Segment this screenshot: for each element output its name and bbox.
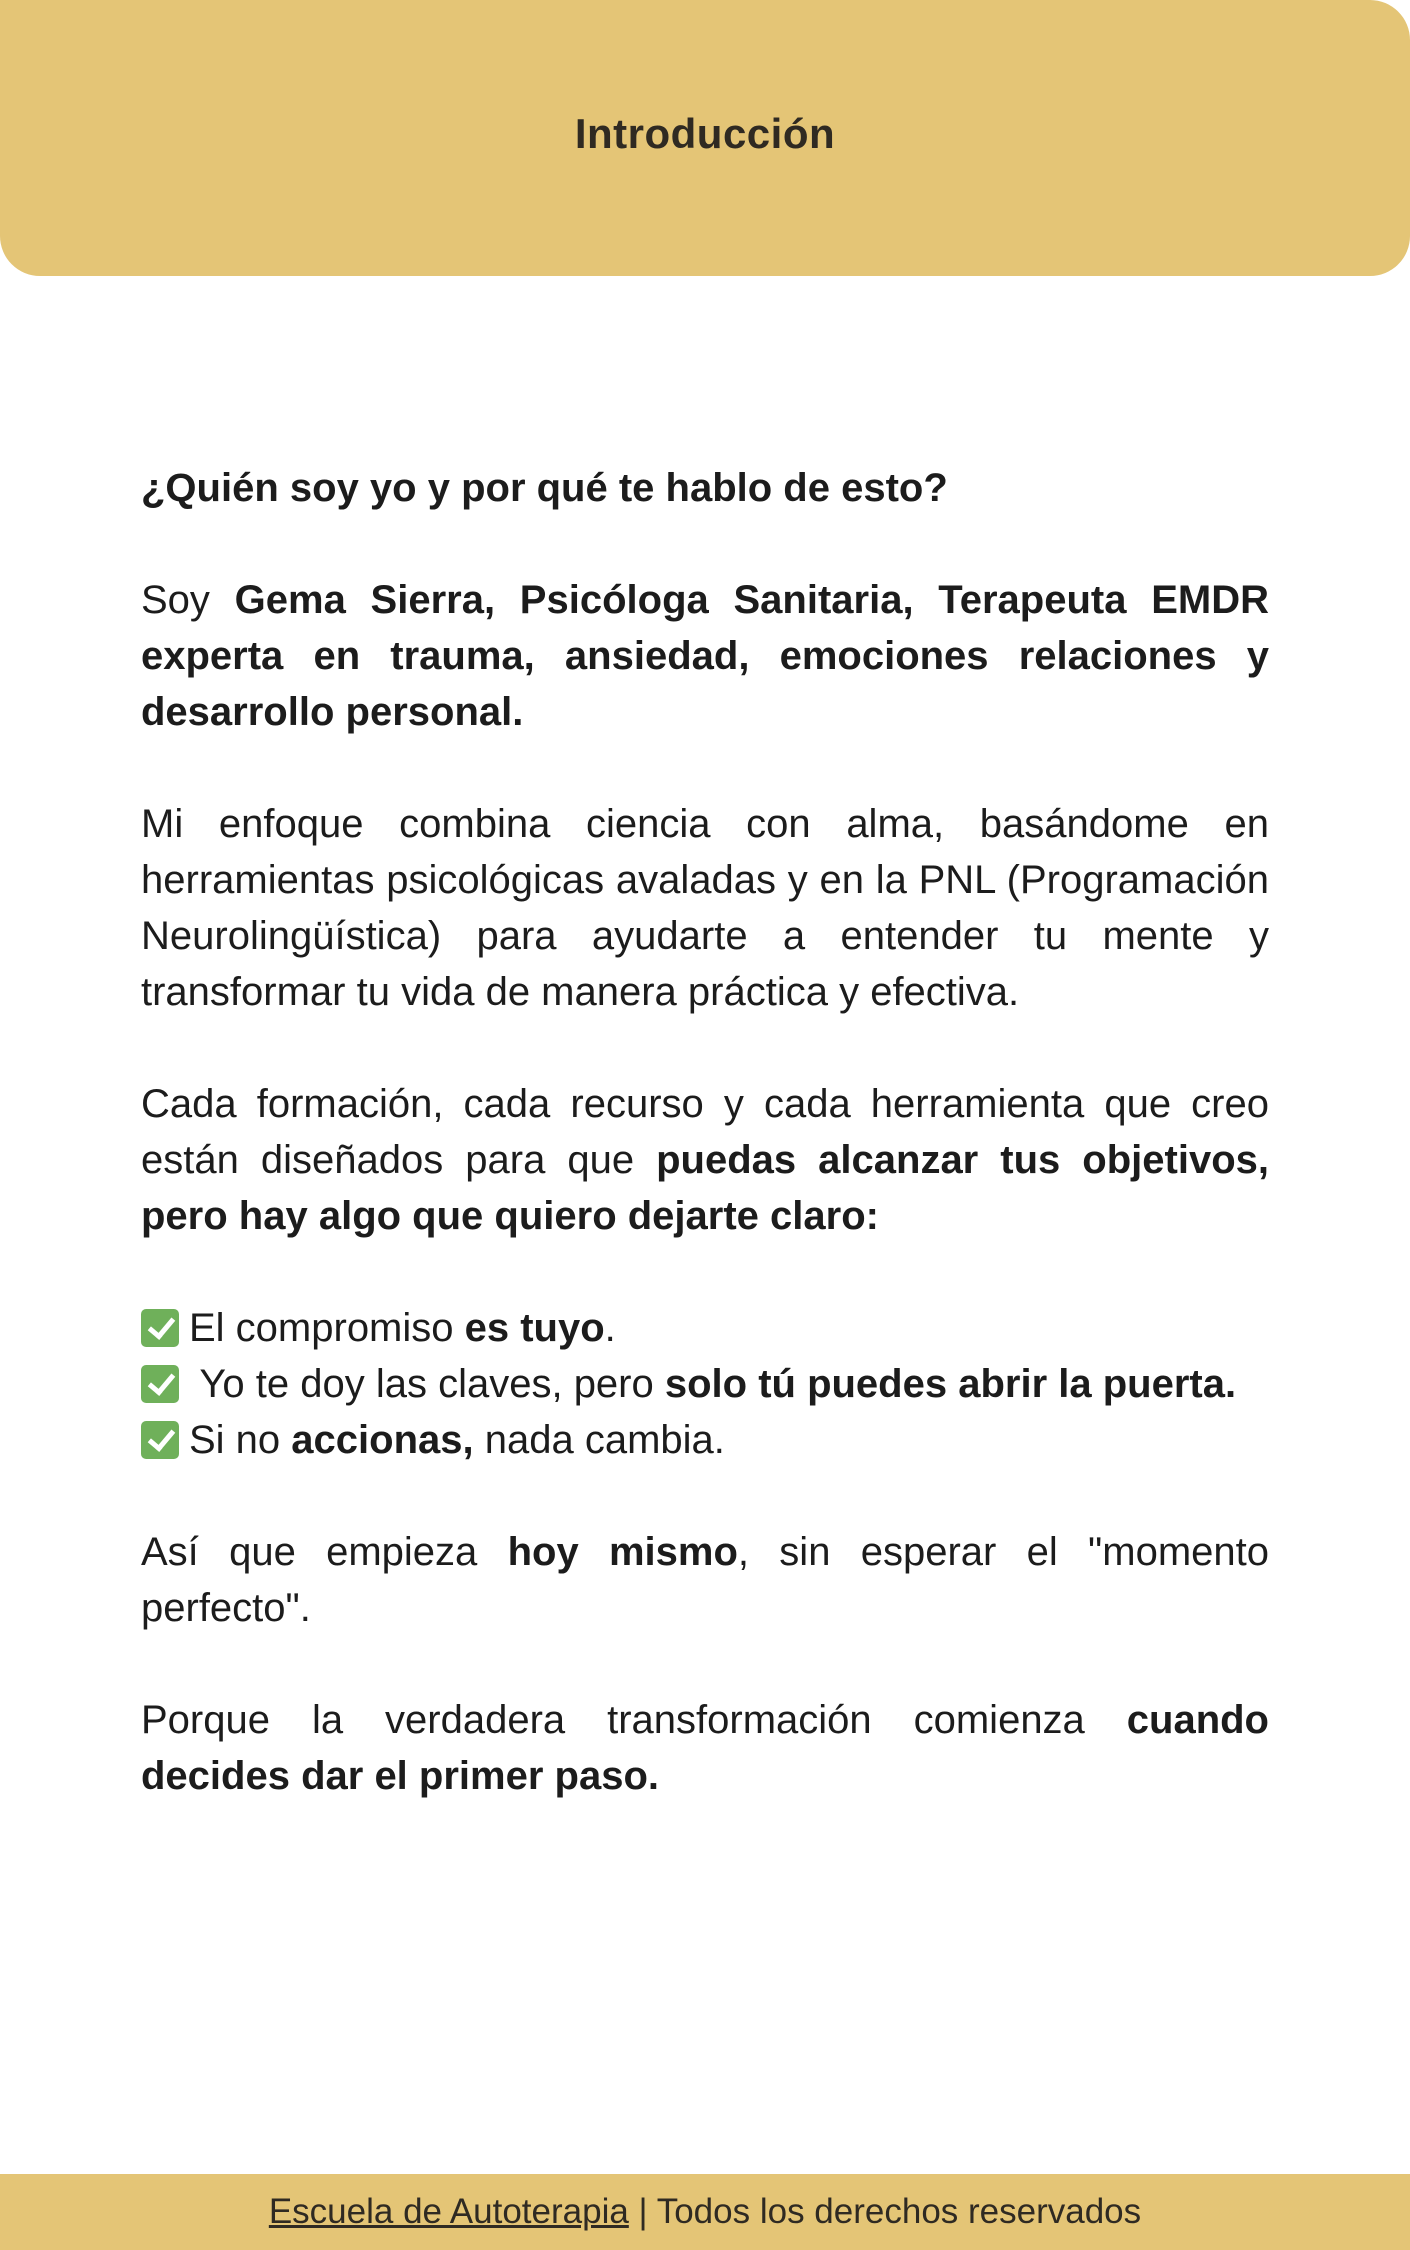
start-today-paragraph	[141, 1524, 1269, 1636]
start-text: Así que empieza	[141, 1530, 508, 1574]
checklist-text: El compromiso	[189, 1306, 465, 1350]
checklist-text: nada cambia.	[473, 1418, 725, 1462]
start-text: , sin esperar el "momento perfecto".	[141, 1530, 1269, 1630]
check-mark-icon	[141, 1421, 179, 1459]
start-bold: hoy mismo	[507, 1530, 738, 1574]
intro-bold: Gema Sierra, Psicóloga Sanitaria, Terapeuta EMDR experta en trauma, ansiedad, emociones relaciones y desarrollo personal.	[141, 578, 1269, 734]
checklist-bold: solo tú puedes abrir la puerta.	[664, 1362, 1237, 1406]
checklist-text: .	[604, 1306, 616, 1350]
checklist-bold: accionas,	[291, 1418, 474, 1462]
check-mark-icon	[141, 1309, 179, 1347]
footer	[0, 2174, 1410, 2250]
intro-text: Soy	[141, 578, 235, 622]
checklist-text: Yo te doy las claves, pero	[189, 1362, 665, 1406]
closing-paragraph	[141, 1692, 1269, 1804]
objectives-text: Cada formación, cada recurso y cada herramienta que creo están diseñados para que	[141, 1082, 1269, 1182]
checklist-item	[141, 1300, 1269, 1356]
objectives-paragraph	[141, 1076, 1269, 1244]
approach-paragraph: Mi enfoque combina ciencia con alma, basándome en herramientas psicológicas avaladas y en la PNL (Programación Neurolingüística) para ayudarte a entender tu mente y transformar tu vida de manera práctica y efectiva.	[141, 802, 1269, 1014]
checklist	[141, 1300, 1269, 1468]
checklist-item	[141, 1412, 1269, 1468]
footer-link[interactable]: Escuela de Autoterapia	[268, 2192, 629, 2231]
intro-paragraph	[141, 572, 1269, 740]
closing-bold: cuando decides dar el primer paso.	[141, 1698, 1269, 1798]
checklist-item	[141, 1356, 1269, 1412]
header-banner	[0, 0, 1410, 276]
page-title: Introducción	[574, 110, 836, 157]
checklist-bold: es tuyo	[464, 1306, 605, 1350]
closing-text: Porque la verdadera transformación comienza	[141, 1698, 1127, 1742]
objectives-bold: puedas alcanzar tus objetivos, pero hay algo que quiero dejarte claro:	[141, 1138, 1269, 1238]
footer-text: | Todos los derechos reservados	[628, 2192, 1142, 2231]
checklist-text: Si no	[189, 1418, 292, 1462]
section-title: ¿Quién soy yo y por qué te hablo de esto?	[141, 466, 948, 510]
main-content	[141, 460, 1269, 1860]
check-mark-icon	[141, 1365, 179, 1403]
